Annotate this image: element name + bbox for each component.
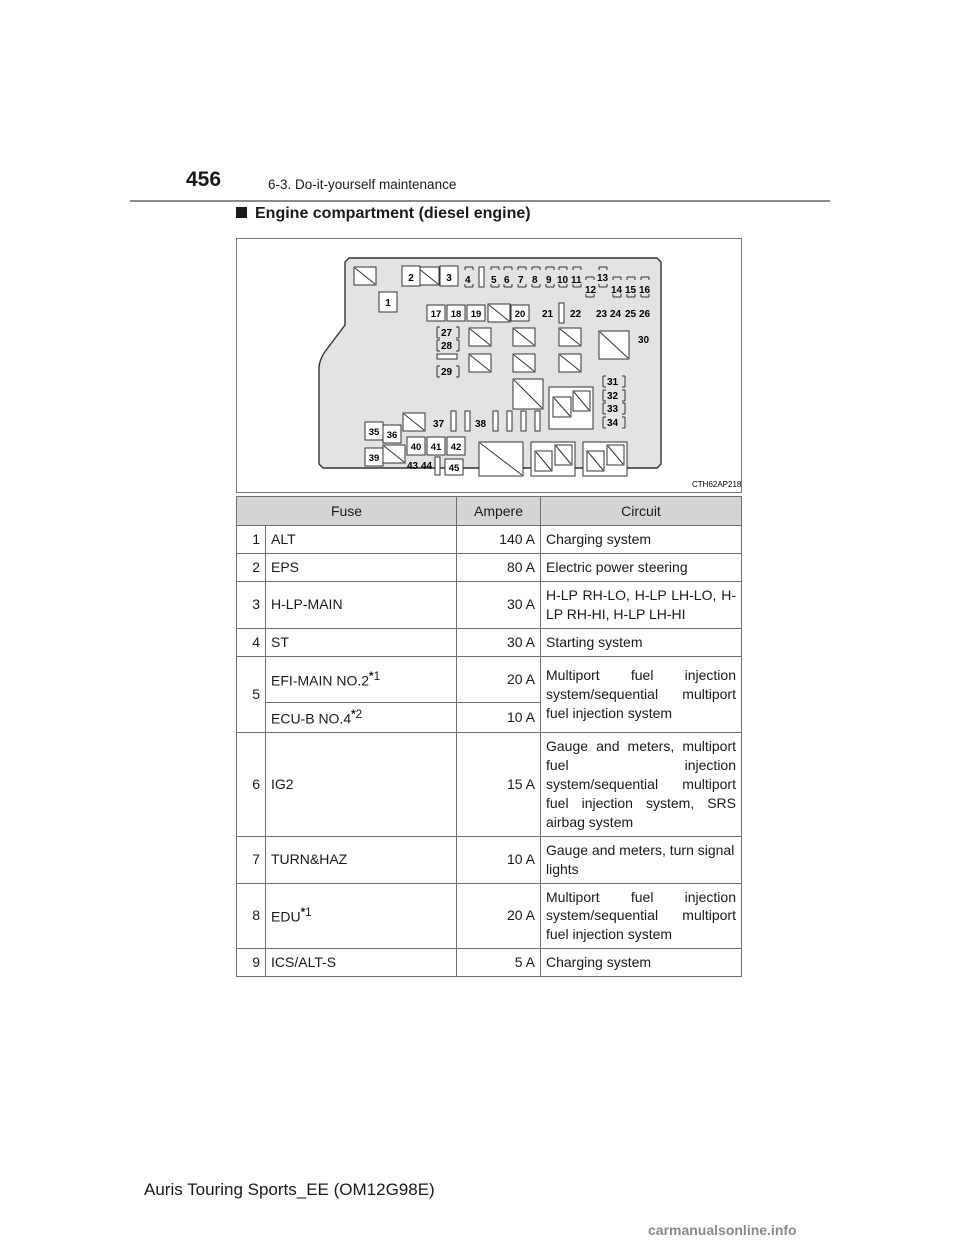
- fuse-name: [266, 702, 457, 733]
- fuse-name: ST: [266, 628, 457, 656]
- circuit-description: Gauge and meters, multiport fuel injection system/sequential multiport fuel injection system, SRS airbag system: [541, 733, 742, 836]
- table-row: [237, 554, 742, 582]
- fuse-label-28: 28: [441, 341, 453, 352]
- fuse-label-7: 7: [518, 275, 524, 286]
- fuse-label-43: 43: [407, 461, 419, 472]
- fuse-name: H-LP-MAIN: [266, 582, 457, 629]
- row-number: 9: [237, 949, 266, 977]
- fuse-name: ICS/ALT-S: [266, 949, 457, 977]
- fuse-label-9: 9: [546, 275, 552, 286]
- row-number: 6: [237, 733, 266, 836]
- ampere-value: 5 A: [457, 949, 541, 977]
- ampere-value: 20 A: [457, 656, 541, 702]
- fuse-label-4: 4: [465, 275, 471, 286]
- manual-footer: Auris Touring Sports_EE (OM12G98E): [144, 1180, 435, 1199]
- fuse-label-11: 11: [571, 275, 582, 286]
- circuit-description: Gauge and meters, turn signal lights: [541, 836, 742, 883]
- circuit-description: Electric power steering: [541, 554, 742, 582]
- section-heading: [236, 205, 531, 223]
- table-row: [237, 526, 742, 554]
- footnote-mark: *1: [300, 906, 312, 920]
- fuse-label-44: 44: [421, 461, 433, 472]
- fuse-box-diagram: [236, 238, 742, 493]
- header-rule: [130, 200, 830, 202]
- fuse-label-45: 45: [448, 463, 460, 474]
- fuse-name: TURN&HAZ: [266, 836, 457, 883]
- ampere-value: 10 A: [457, 836, 541, 883]
- page-number: 456: [186, 168, 222, 191]
- fuse-label-41: 41: [430, 442, 442, 453]
- table-row: [237, 949, 742, 977]
- footnote-mark: *2: [351, 707, 363, 721]
- footnote-number: 2: [355, 707, 363, 721]
- table-row: [237, 656, 742, 702]
- table-row: [237, 582, 742, 629]
- fuse-label-27: 27: [441, 328, 453, 339]
- square-bullet-icon: [236, 207, 247, 218]
- fuse-label-37: 37: [433, 419, 445, 430]
- fuse-label-2: 2: [408, 273, 414, 284]
- ampere-value: 20 A: [457, 883, 541, 949]
- table-row: [237, 733, 742, 836]
- fuse-label-42: 42: [450, 442, 462, 453]
- fuse-label-33: 33: [607, 404, 619, 415]
- ampere-value: 140 A: [457, 526, 541, 554]
- section-title: 6-3. Do-it-yourself maintenance: [268, 177, 457, 192]
- fuse-label-39: 39: [368, 453, 380, 464]
- fuse-name: [266, 656, 457, 702]
- column-header-circuit: Circuit: [541, 497, 742, 526]
- fuse-label-20: 20: [514, 309, 526, 320]
- fuse-label-30: 30: [638, 335, 650, 346]
- fuse-label-16: 16: [639, 285, 651, 296]
- fuse-label-25: 25: [625, 309, 637, 320]
- row-number: 8: [237, 883, 266, 949]
- fuse-name-text: EDU: [271, 908, 301, 925]
- fuse-label-21: 21: [542, 309, 554, 320]
- fuse-label-38: 38: [475, 419, 487, 430]
- fuse-label-24: 24: [610, 309, 622, 320]
- fuse-label-1: 1: [385, 298, 391, 309]
- ampere-value: 80 A: [457, 554, 541, 582]
- fuse-label-18: 18: [450, 309, 462, 320]
- row-number: 7: [237, 836, 266, 883]
- footnote-mark: *1: [369, 669, 381, 683]
- fuse-label-3: 3: [446, 273, 452, 284]
- fuse-label-19: 19: [470, 309, 482, 320]
- fuse-label-6: 6: [504, 275, 510, 286]
- fuse-label-31: 31: [607, 377, 619, 388]
- fuse-label-23: 23: [596, 309, 608, 320]
- fuse-label-22: 22: [570, 309, 582, 320]
- circuit-description: Charging system: [541, 526, 742, 554]
- table-row: [237, 628, 742, 656]
- fuse-name-text: ECU-B NO.4: [271, 710, 352, 727]
- fuse-name: [266, 883, 457, 949]
- fuse-label-8: 8: [532, 275, 538, 286]
- fuse-name: IG2: [266, 733, 457, 836]
- fuse-name: ALT: [266, 526, 457, 554]
- row-number: 2: [237, 554, 266, 582]
- ampere-value: 10 A: [457, 702, 541, 733]
- fuse-name-text: EFI-MAIN NO.2: [271, 672, 370, 689]
- fuse-label-35: 35: [368, 427, 380, 438]
- fuse-name: EPS: [266, 554, 457, 582]
- fuse-label-29: 29: [441, 367, 453, 378]
- table-row: [237, 836, 742, 883]
- row-number: 4: [237, 628, 266, 656]
- fuse-label-32: 32: [607, 391, 619, 402]
- row-number: 3: [237, 582, 266, 629]
- footnote-number: 1: [305, 906, 312, 920]
- fuse-label-12: 12: [585, 285, 597, 296]
- table-header-row: [237, 497, 742, 526]
- ampere-value: 30 A: [457, 582, 541, 629]
- fuse-label-13: 13: [597, 273, 609, 284]
- fuse-label-15: 15: [625, 285, 637, 296]
- circuit-description: Multiport fuel injection system/sequential multiport fuel injection system: [541, 656, 742, 733]
- fuse-label-5: 5: [491, 275, 497, 286]
- fuse-label-10: 10: [557, 275, 569, 286]
- footnote-number: 1: [373, 669, 381, 683]
- column-header-ampere: Ampere: [457, 497, 541, 526]
- fuse-label-36: 36: [386, 430, 398, 441]
- table-row: [237, 883, 742, 949]
- circuit-description: Starting system: [541, 628, 742, 656]
- ampere-value: 30 A: [457, 628, 541, 656]
- ampere-value: 15 A: [457, 733, 541, 836]
- watermark: carmanualsonline.info: [648, 1222, 797, 1238]
- circuit-description: Charging system: [541, 949, 742, 977]
- fuse-label-17: 17: [430, 309, 442, 320]
- fuse-label-40: 40: [410, 442, 422, 453]
- fuse-label-14: 14: [611, 285, 623, 296]
- row-number: 5: [237, 656, 266, 733]
- circuit-description: Multiport fuel injection system/sequential multiport fuel injection system: [541, 883, 742, 949]
- fuse-label-34: 34: [607, 418, 619, 429]
- fuse-label-26: 26: [639, 309, 651, 320]
- column-header-fuse: Fuse: [237, 497, 457, 526]
- row-number: 1: [237, 526, 266, 554]
- section-heading-text: Engine compartment (diesel engine): [255, 205, 531, 222]
- fuse-table: [236, 496, 742, 977]
- diagram-code: CTH62AP218: [692, 480, 741, 489]
- circuit-description: H-LP RH-LO, H-LP LH-LO, H-LP RH-HI, H-LP LH-HI: [541, 582, 742, 629]
